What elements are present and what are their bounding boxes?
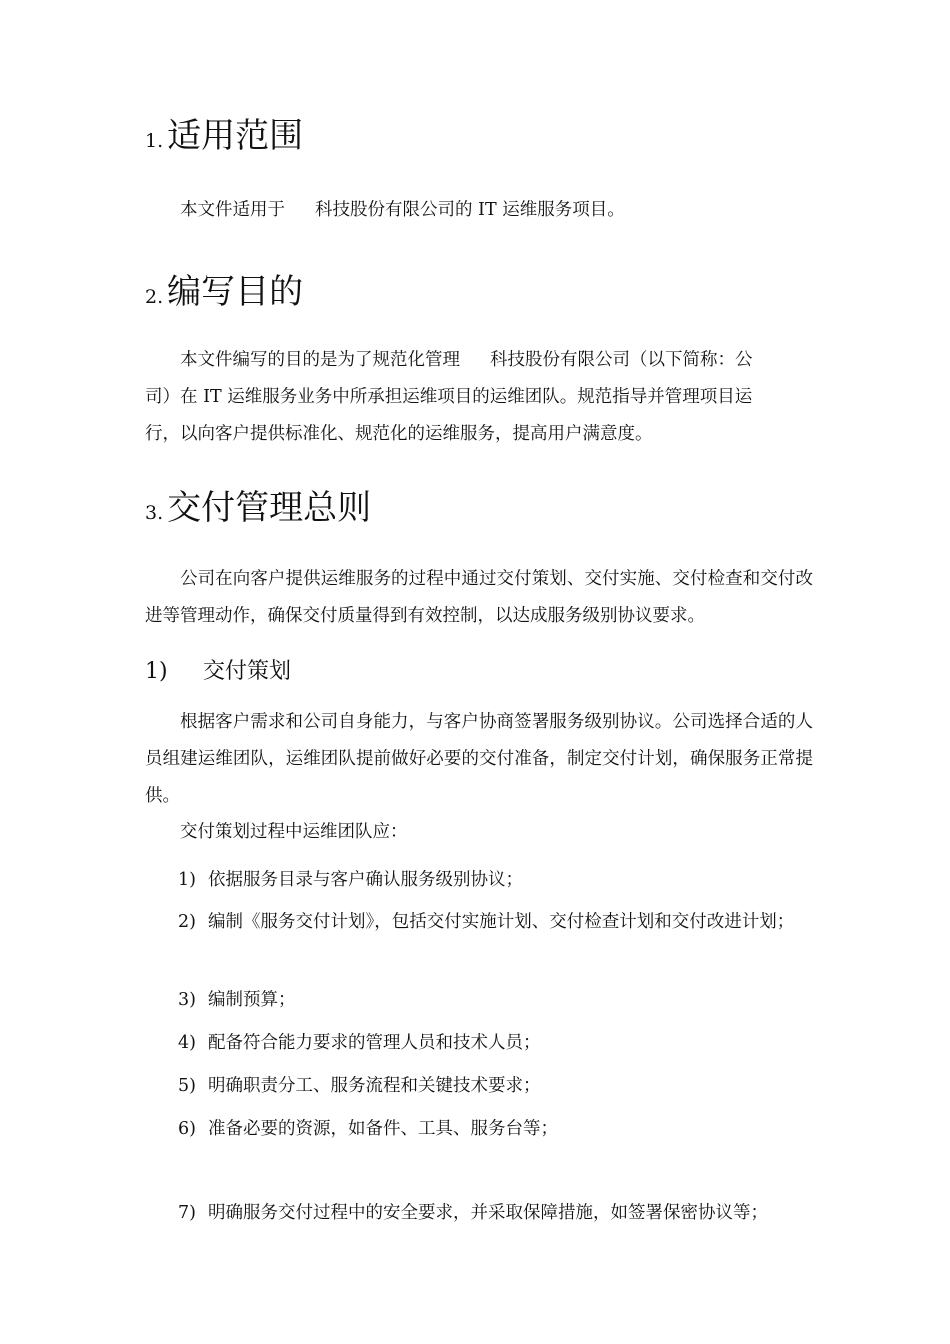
list-item: 3) 编制预算； <box>178 990 296 1010</box>
section-2-paragraph: 本文件编写的目的是为了规范化管理 科技股份有限公司（以下简称：公 司）在 IT 运维服务业务中所承担运维项目的运维团队。规范指导并管理项目运 行，以向客户提供标准化、规范化的运维服务，提高用户满意度。 <box>145 350 753 444</box>
list-item: 4) 配备符合能力要求的管理人员和技术人员； <box>178 1033 541 1053</box>
list-item: 7) 明确服务交付过程中的安全要求，并采取保障措施，如签署保密协议等； <box>178 1203 768 1223</box>
section-number: 1. <box>145 130 164 152</box>
subsection-title: 交付策划 <box>203 659 292 684</box>
subsection-intro: 交付策划过程中运维团队应： <box>180 822 408 842</box>
section-title: 适用范围 <box>167 116 304 156</box>
section-2-heading <box>145 264 303 313</box>
section-1-paragraph: 本文件适用于 科技股份有限公司的 IT 运维服务项目。 <box>180 200 625 220</box>
section-number: 3. <box>145 502 164 524</box>
subsection-heading <box>145 654 291 685</box>
list-item: 6) 准备必要的资源，如备件、工具、服务台等； <box>178 1119 558 1139</box>
subsection-number: 1) <box>145 659 168 684</box>
section-1-heading <box>145 108 303 157</box>
section-3-heading <box>145 480 371 529</box>
section-title: 交付管理总则 <box>167 488 372 528</box>
list-item: 2) 编制《服务交付计划》，包括交付实施计划、交付检查计划和交付改进计划； <box>178 912 795 932</box>
section-title: 编写目的 <box>167 272 304 312</box>
subsection-paragraph: 根据客户需求和公司自身能力，与客户协商签署服务级别协议。公司选择合适的人员组建运维团队，运维团队提前做好必要的交付准备，制定交付计划，确保服务正常提供。 <box>145 712 813 806</box>
list-item: 5) 明确职责分工、服务流程和关键技术要求； <box>178 1076 541 1096</box>
list-item: 1) 依据服务目录与客户确认服务级别协议； <box>178 870 523 890</box>
section-3-paragraph: 公司在向客户提供运维服务的过程中通过交付策划、交付实施、交付检查和交付改进等管理动作，确保交付质量得到有效控制，以达成服务级别协议要求。 <box>145 569 813 626</box>
section-number: 2. <box>145 286 164 308</box>
